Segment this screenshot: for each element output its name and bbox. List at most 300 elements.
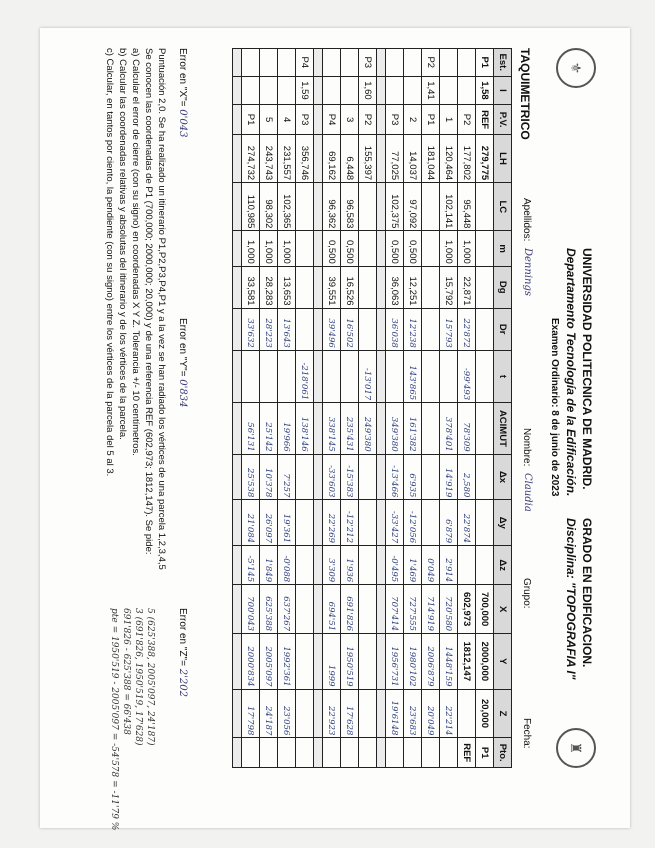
table-cell: 143'865 [404, 350, 422, 402]
table-cell [377, 403, 386, 455]
table-cell [323, 350, 341, 402]
table-cell [359, 308, 377, 350]
table-cell: 12'238 [404, 308, 422, 350]
note-line: 5 (625'388, 2005'097, 24'187) [145, 608, 155, 746]
table-cell: 28,283 [260, 266, 278, 308]
table-cell: 1992'361 [278, 634, 296, 689]
error-z-value: 2'202 [177, 668, 188, 697]
table-cell [422, 308, 440, 350]
table-cell: 95,448 [458, 183, 476, 231]
table-cell: 15'793 [440, 308, 458, 350]
table-cell [242, 738, 260, 768]
table-cell: 77,025 [386, 134, 404, 182]
table-cell [422, 183, 440, 231]
table-cell: 1,58 [476, 76, 494, 105]
table-cell [314, 689, 323, 738]
table-cell [314, 738, 323, 768]
table-cell: 1,41 [422, 76, 440, 105]
table-cell: 2000,000 [476, 634, 494, 689]
col-header: Dr [494, 308, 512, 350]
table-cell: 33,581 [242, 266, 260, 308]
table-cell: 181,044 [422, 134, 440, 182]
table-cell: 1,000 [260, 231, 278, 266]
table-row [242, 49, 260, 768]
table-cell [296, 546, 314, 585]
table-cell: 1448'159 [440, 634, 458, 689]
table-cell [377, 49, 386, 77]
table-cell [377, 76, 386, 105]
table-cell [440, 49, 458, 77]
table-cell [278, 738, 296, 768]
table-cell [422, 403, 440, 455]
table-cell [314, 105, 323, 134]
table-cell: 14,037 [404, 134, 422, 182]
table-cell: 2,580 [458, 454, 476, 500]
col-header: I [494, 76, 512, 105]
table-cell: 602,973 [458, 585, 476, 634]
table-header-row [494, 49, 512, 768]
degree-title: GRADO EN EDIFICACION. [580, 518, 594, 668]
table-row [296, 49, 314, 768]
table-cell [296, 585, 314, 634]
table-cell: 4 [278, 105, 296, 134]
table-cell: 98,302 [260, 183, 278, 231]
table-cell [422, 266, 440, 308]
table-cell: 110,985 [242, 183, 260, 231]
table-cell [323, 49, 341, 77]
note-fraction: 1950'519 - 2005'097 = -54'578 = -11'79 % [109, 635, 119, 831]
rotated-page [76, 48, 596, 831]
table-cell [314, 76, 323, 105]
col-header: Δz [494, 546, 512, 585]
table-cell [233, 266, 242, 308]
table-cell: 1956'731 [386, 634, 404, 689]
table-cell [476, 350, 494, 402]
apellidos-value: Dennings [522, 248, 533, 296]
exam-date: Examen Ordinario: 8 de junio de 2023 [549, 318, 560, 497]
table-cell: 13'643 [278, 308, 296, 350]
table-row [476, 49, 494, 768]
table-cell [422, 350, 440, 402]
table-cell: 279,775 [476, 134, 494, 182]
table-cell [377, 689, 386, 738]
col-header: Δy [494, 500, 512, 546]
table-cell: 720'580 [440, 585, 458, 634]
table-cell: -13'017 [359, 350, 377, 402]
table-cell [233, 183, 242, 231]
table-cell: 24'187 [260, 689, 278, 738]
table-cell: 1'936 [341, 546, 359, 585]
table-cell [341, 76, 359, 105]
table-cell [314, 546, 323, 585]
table-cell: 0,500 [323, 231, 341, 266]
table-cell [476, 231, 494, 266]
col-header: m [494, 231, 512, 266]
error-x-label: Error en "X"= [177, 48, 188, 107]
table-cell: 694'51 [323, 585, 341, 634]
note-line [108, 608, 120, 830]
table-cell: 12,251 [404, 266, 422, 308]
table-cell: -0'088 [278, 546, 296, 585]
table-cell: 1950'519 [341, 634, 359, 689]
table-cell [377, 105, 386, 134]
table-cell [233, 500, 242, 546]
col-header: Δx [494, 454, 512, 500]
table-cell: 22'214 [440, 689, 458, 738]
table-row [260, 49, 278, 768]
table-cell [377, 546, 386, 585]
table-cell: 2006'879 [422, 634, 440, 689]
table-cell [323, 76, 341, 105]
table-cell: -33'603 [323, 454, 341, 500]
table-cell: 39'496 [323, 308, 341, 350]
table-cell: 1812,147 [458, 634, 476, 689]
col-header: LC [494, 183, 512, 231]
handwritten-notes [108, 608, 156, 830]
table-cell: 39,551 [323, 266, 341, 308]
table-cell: 356,746 [296, 134, 314, 182]
table-cell: 21'084 [242, 500, 260, 546]
table-cell [278, 76, 296, 105]
col-header: Y [494, 634, 512, 689]
table-cell [260, 76, 278, 105]
table-cell [359, 183, 377, 231]
table-cell [233, 689, 242, 738]
table-row [359, 49, 377, 768]
table-cell [404, 76, 422, 105]
table-cell [314, 266, 323, 308]
table-cell: 1,000 [242, 231, 260, 266]
table-cell: 56'131 [242, 403, 260, 455]
table-cell: 1'849 [260, 546, 278, 585]
statement-item-a: a) Calcular el error de cierre (con su signo) en coordenadas X Y Z. Tolerancia +/- 10 centímetros. [130, 48, 141, 456]
table-cell: 727'555 [404, 585, 422, 634]
table-cell [377, 500, 386, 546]
upm-logo-icon: ⚜ [556, 48, 596, 88]
table-cell: 177,802 [458, 134, 476, 182]
table-cell [233, 350, 242, 402]
table-cell [233, 634, 242, 689]
table-cell: 0,500 [341, 231, 359, 266]
table-cell [377, 266, 386, 308]
table-cell: 36,063 [386, 266, 404, 308]
table-cell [476, 266, 494, 308]
table-cell [233, 76, 242, 105]
table-cell: 0,500 [404, 231, 422, 266]
table-cell: 96,583 [341, 183, 359, 231]
table-cell [386, 738, 404, 768]
table-cell: -33'427 [386, 500, 404, 546]
error-y-label: Error en "Y"= [177, 318, 188, 377]
grupo-label: Grupo: [521, 578, 532, 609]
table-cell [314, 500, 323, 546]
table-cell: 26'097 [260, 500, 278, 546]
table-cell: 231,557 [278, 134, 296, 182]
table-cell: 96,362 [323, 183, 341, 231]
table-cell: 36'038 [386, 308, 404, 350]
table-cell: 700'043 [242, 585, 260, 634]
table-cell: 0,500 [386, 231, 404, 266]
table-cell [341, 350, 359, 402]
table-cell [233, 585, 242, 634]
note-line: 691'826 - 625'388 = 66'438 [121, 608, 131, 735]
table-cell [233, 454, 242, 500]
table-cell: 707'414 [386, 585, 404, 634]
table-cell: P4 [323, 105, 341, 134]
table-cell: 2005'097 [260, 634, 278, 689]
table-cell [314, 183, 323, 231]
table-cell [404, 49, 422, 77]
table-cell: 17'628 [341, 689, 359, 738]
table-cell: 23'056 [278, 689, 296, 738]
col-header: X [494, 585, 512, 634]
statement-item-c: c) Calcular, en tantos por ciento, la pendiente (con su signo) entre los vértices de la parcela del 5 al 3. [104, 48, 115, 477]
table-cell: 78'309 [458, 403, 476, 455]
nombre-value: Claudia [522, 473, 533, 512]
table-cell: 10'378 [260, 454, 278, 500]
table-cell: P1 [476, 738, 494, 768]
col-header: Z [494, 689, 512, 738]
table-cell [377, 634, 386, 689]
table-cell [359, 689, 377, 738]
table-cell [422, 738, 440, 768]
table-cell [476, 308, 494, 350]
table-cell [377, 231, 386, 266]
table-cell [422, 454, 440, 500]
table-cell [377, 183, 386, 231]
table-cell: 691'826 [341, 585, 359, 634]
table-cell: 138'146 [296, 403, 314, 455]
table-cell [314, 308, 323, 350]
table-cell: 1,60 [359, 76, 377, 105]
table-cell: 28'223 [260, 308, 278, 350]
table-cell: 6,448 [341, 134, 359, 182]
table-cell: 1,000 [278, 231, 296, 266]
error-z-label: Error en "Z"= [177, 608, 188, 666]
table-cell: -0'495 [386, 546, 404, 585]
table-cell [242, 49, 260, 77]
table-cell: 243,743 [260, 134, 278, 182]
table-row [386, 49, 404, 768]
table-cell: 16'502 [341, 308, 359, 350]
table-cell [476, 500, 494, 546]
table-cell: 102,365 [278, 183, 296, 231]
table-cell: 5 [260, 105, 278, 134]
table-cell [458, 76, 476, 105]
col-header: LH [494, 134, 512, 182]
table-cell [341, 738, 359, 768]
col-header: t [494, 350, 512, 402]
table-cell: P2 [359, 105, 377, 134]
table-cell: 637'267 [278, 585, 296, 634]
table-cell [296, 183, 314, 231]
error-x [177, 48, 188, 138]
table-cell: 1,000 [440, 231, 458, 266]
table-cell: 2000'834 [242, 634, 260, 689]
table-cell: P1 [422, 105, 440, 134]
table-row [323, 49, 341, 768]
table-cell: P3 [296, 105, 314, 134]
table-cell: 23'683 [404, 689, 422, 738]
table-cell: 22'923 [323, 689, 341, 738]
table-cell [359, 500, 377, 546]
table-cell [476, 546, 494, 585]
table-cell [296, 500, 314, 546]
table-cell [233, 231, 242, 266]
table-row [377, 49, 386, 768]
table-cell [242, 76, 260, 105]
table-cell [458, 689, 476, 738]
table-cell: 378'401 [440, 403, 458, 455]
table-cell: 714'919 [422, 585, 440, 634]
table-cell: REF [476, 105, 494, 134]
table-cell: 0'049 [422, 546, 440, 585]
table-cell: 14'919 [440, 454, 458, 500]
table-cell [377, 585, 386, 634]
table-cell [314, 403, 323, 455]
table-cell: 349'380 [386, 403, 404, 455]
table-cell: 2 [404, 105, 422, 134]
table-cell: 1999 [323, 634, 341, 689]
table-cell [377, 350, 386, 402]
table-row [278, 49, 296, 768]
table-cell: 1'469 [404, 546, 422, 585]
table-cell [260, 49, 278, 77]
table-cell [296, 634, 314, 689]
table-cell: 33'632 [242, 308, 260, 350]
table-cell [278, 49, 296, 77]
note-line: 3 (691'826, 1950'519, 17'628) [133, 608, 143, 746]
table-cell: 19'966 [278, 403, 296, 455]
table-cell: 25'142 [260, 403, 278, 455]
table-cell [359, 454, 377, 500]
table-cell: -5'145 [242, 546, 260, 585]
table-cell: P2 [458, 105, 476, 134]
apellidos-label: Apellidos: [521, 198, 532, 242]
table-cell [296, 738, 314, 768]
table-cell [440, 76, 458, 105]
table-cell [314, 634, 323, 689]
table-cell: -12'056 [404, 500, 422, 546]
table-cell: 97,092 [404, 183, 422, 231]
table-cell [296, 266, 314, 308]
table-cell [359, 634, 377, 689]
table-cell: 20'049 [422, 689, 440, 738]
table-cell: 1,000 [458, 231, 476, 266]
table-cell [476, 454, 494, 500]
table-cell: 338'145 [323, 403, 341, 455]
table-cell: 22,871 [458, 266, 476, 308]
error-x-value: 0'043 [177, 109, 188, 138]
table-cell: 25'538 [242, 454, 260, 500]
table-cell [233, 49, 242, 77]
table-row [422, 49, 440, 768]
table-cell [440, 350, 458, 402]
table-cell [233, 546, 242, 585]
table-cell [458, 49, 476, 77]
table-cell [314, 231, 323, 266]
table-cell [314, 454, 323, 500]
table-cell: P1 [476, 49, 494, 77]
table-cell [377, 738, 386, 768]
table-cell: P2 [422, 49, 440, 77]
table-cell [296, 454, 314, 500]
table-cell: 19'6148 [386, 689, 404, 738]
table-cell [296, 308, 314, 350]
table-cell: 6'935 [404, 454, 422, 500]
table-cell [323, 738, 341, 768]
table-cell: -218'061 [296, 350, 314, 402]
table-cell: 274,732 [242, 134, 260, 182]
table-cell [458, 546, 476, 585]
table-cell [377, 134, 386, 182]
table-cell [422, 231, 440, 266]
table-cell: 1,59 [296, 76, 314, 105]
note-pte: pte = [109, 608, 119, 636]
table-cell: 19'361 [278, 500, 296, 546]
table-cell [341, 49, 359, 77]
table-cell [359, 738, 377, 768]
table-cell [296, 689, 314, 738]
table-cell: P3 [359, 49, 377, 77]
table-cell: 22'872 [458, 308, 476, 350]
error-y [177, 318, 188, 408]
table-cell [314, 585, 323, 634]
col-header: ACIMUT [494, 403, 512, 455]
table-row [341, 49, 359, 768]
table-cell [386, 76, 404, 105]
table-cell: -13'466 [386, 454, 404, 500]
table-cell [359, 585, 377, 634]
table-cell [314, 350, 323, 402]
table-cell: P3 [386, 105, 404, 134]
table-cell [278, 350, 296, 402]
table-cell [260, 350, 278, 402]
statement-line: Se conocen las coordenadas de P1 (700,000; 2000,000; 20,000) y de una referencia REF (602,973; 1812,147). Se pide: [143, 48, 154, 555]
table-cell [314, 134, 323, 182]
university-title: UNIVERSIDAD POLITECNICA DE MADRID. [580, 248, 594, 490]
table-cell: -99'493 [458, 350, 476, 402]
table-cell: -15'383 [341, 454, 359, 500]
table-cell [233, 105, 242, 134]
table-cell [386, 49, 404, 77]
table-cell [476, 403, 494, 455]
table-cell: 15,792 [440, 266, 458, 308]
table-cell [296, 231, 314, 266]
table-cell [242, 350, 260, 402]
error-z [177, 608, 188, 697]
fecha-label: Fecha: [521, 718, 532, 749]
table-cell: 20,000 [476, 689, 494, 738]
table-cell [233, 134, 242, 182]
col-header: Pto. [494, 738, 512, 768]
table-cell: 120,464 [440, 134, 458, 182]
statement-item-b: b) Calcular las coordenadas relativas y absolutas del itinerario y de los vértices de la parcela. [117, 48, 128, 440]
table-cell: 69,162 [323, 134, 341, 182]
table-cell [359, 266, 377, 308]
table-cell [377, 308, 386, 350]
table-cell: P4 [296, 49, 314, 77]
table-cell: 13,653 [278, 266, 296, 308]
table-cell: 22'269 [323, 500, 341, 546]
table-cell: 1 [440, 105, 458, 134]
table-cell: 1980'102 [404, 634, 422, 689]
table-row [440, 49, 458, 768]
nombre-label: Nombre: [521, 428, 532, 467]
table-cell: 3'309 [323, 546, 341, 585]
table-cell: 2'914 [440, 546, 458, 585]
exam-sheet [40, 28, 630, 831]
